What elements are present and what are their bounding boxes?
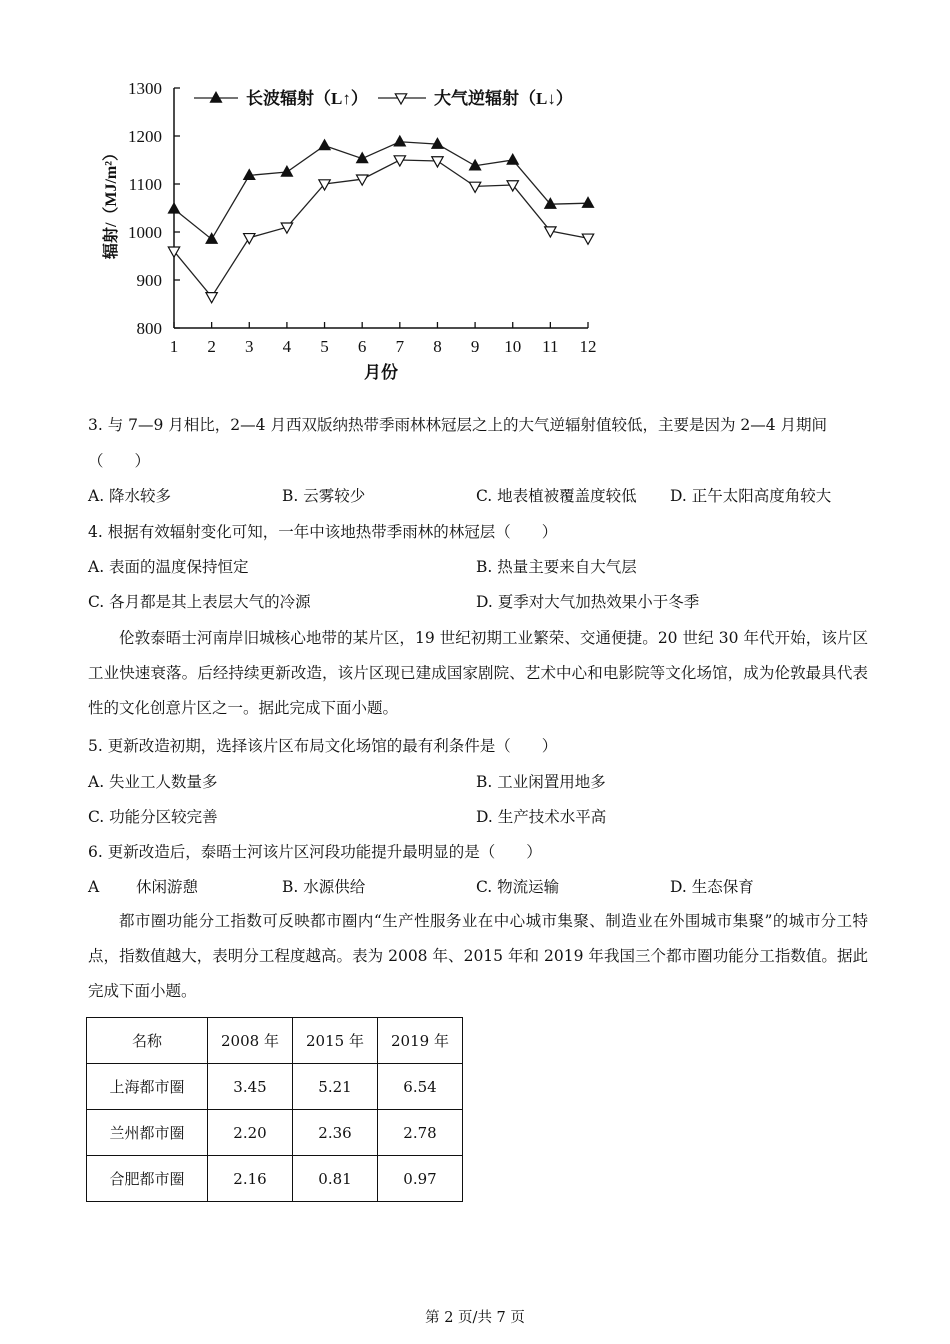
table-cell: 2.78 bbox=[378, 1110, 463, 1156]
question-5-option-a: A. 失业工人数量多 bbox=[88, 773, 218, 791]
table-row bbox=[87, 1110, 463, 1156]
series-2-point bbox=[469, 182, 480, 192]
x-tick-label: 7 bbox=[395, 337, 405, 356]
y-tick-label: 1200 bbox=[128, 127, 162, 146]
legend-label-1: 长波辐射（L↑） bbox=[246, 89, 368, 108]
question-4-option-c: C. 各月都是其上表层大气的冷源 bbox=[88, 593, 311, 611]
page-footer: 第 2 页/共 7 页 bbox=[425, 1310, 525, 1326]
y-tick-label: 1100 bbox=[128, 175, 162, 194]
x-tick-label: 10 bbox=[504, 337, 522, 356]
series-1-point bbox=[582, 197, 593, 207]
series-line-1 bbox=[174, 142, 588, 239]
question-6-option-d: D. 生态保育 bbox=[670, 878, 754, 896]
series-1-point bbox=[319, 140, 330, 150]
passage-metro-text: 都市圈功能分工指数可反映都市圈内“生产性服务业在中心城市集聚、制造业在外围城市集聚”的城市分工特点，指数值越大，表明分工程度越高。表为 2008 年、2015 年和 2019 年我国三个都市圈功能分工指数值。据此完成下面小题。 bbox=[88, 912, 868, 1000]
table-cell: 上海都市圈 bbox=[87, 1064, 208, 1110]
series-2-point bbox=[394, 156, 405, 166]
question-4-option-d: D. 夏季对大气加热效果小于冬季 bbox=[476, 593, 700, 611]
table-cell: 2.16 bbox=[208, 1156, 293, 1202]
x-tick-label: 3 bbox=[245, 337, 254, 356]
table-row bbox=[87, 1156, 463, 1202]
series-line-2 bbox=[174, 160, 588, 297]
y-axis-label: 辐射/（MJ/m²） bbox=[103, 144, 120, 260]
x-axis-label: 月份 bbox=[364, 363, 398, 382]
table-cell: 0.81 bbox=[293, 1156, 378, 1202]
radiation-line-chart bbox=[88, 70, 608, 390]
table-header-cell: 名称 bbox=[87, 1018, 208, 1064]
x-tick-label: 12 bbox=[579, 337, 597, 356]
table-header-cell: 2008 年 bbox=[208, 1018, 293, 1064]
question-4-option-a: A. 表面的温度保持恒定 bbox=[88, 558, 249, 576]
question-3-stem: 3. 与 7—9 月相比，2—4 月西双版纳热带季雨林林冠层之上的大气逆辐射值较低，主要是因为 2—4 月期间 bbox=[88, 416, 828, 434]
question-6-option-a-letter: A bbox=[88, 878, 100, 896]
x-tick-label: 4 bbox=[282, 337, 292, 356]
question-4-option-b: B. 热量主要来自大气层 bbox=[476, 558, 637, 576]
series-2-point bbox=[206, 293, 217, 303]
table-cell: 3.45 bbox=[208, 1064, 293, 1110]
x-tick-label: 6 bbox=[357, 337, 367, 356]
table-cell: 兰州都市圈 bbox=[87, 1110, 208, 1156]
question-3-option-c: C. 地表植被覆盖度较低 bbox=[476, 487, 637, 505]
passage-thames-text: 伦敦泰晤士河南岸旧城核心地带的某片区，19 世纪初期工业繁荣、交通便捷。20 世纪 30 年代开始，该片区工业快速衰落。后经持续更新改造，该片区现已建成国家剧院、艺术中心和电影院等文化场馆，成为伦敦最具代表性的文化创意片区之一。据此完成下面小题。 bbox=[88, 629, 868, 717]
series-1-point bbox=[281, 166, 292, 176]
question-3-blank: （ ） bbox=[88, 452, 151, 470]
division-index-table bbox=[86, 1017, 463, 1202]
table-cell: 2.20 bbox=[208, 1110, 293, 1156]
y-tick-label: 1000 bbox=[128, 223, 162, 242]
legend-marker-1 bbox=[210, 92, 221, 102]
series-2-point bbox=[582, 234, 593, 244]
x-tick-label: 9 bbox=[470, 337, 480, 356]
y-tick-label: 900 bbox=[136, 271, 162, 290]
table-row bbox=[87, 1064, 463, 1110]
passage-thames bbox=[88, 621, 868, 726]
question-4-stem: 4. 根据有效辐射变化可知，一年中该地热带季雨林的林冠层（ ） bbox=[88, 523, 558, 541]
question-3-option-d: D. 正午太阳高度角较大 bbox=[670, 487, 832, 505]
question-6-option-b: B. 水源供给 bbox=[282, 878, 366, 896]
series-1-point bbox=[394, 136, 405, 146]
question-6-option-a-text: 休闲游憩 bbox=[136, 878, 199, 896]
x-tick-label: 11 bbox=[542, 337, 559, 356]
series-2-point bbox=[244, 234, 255, 244]
legend-label-2: 大气逆辐射（L↓） bbox=[434, 89, 573, 108]
series-1-point bbox=[507, 154, 518, 164]
y-tick-label: 1300 bbox=[128, 79, 162, 98]
question-3-option-a: A. 降水较多 bbox=[88, 487, 172, 505]
question-3-option-b: B. 云雾较少 bbox=[282, 487, 366, 505]
passage-metro bbox=[88, 904, 868, 1009]
question-5-option-c: C. 功能分区较完善 bbox=[88, 808, 218, 826]
legend-marker-2 bbox=[395, 94, 406, 104]
question-5-option-d: D. 生产技术水平高 bbox=[476, 808, 607, 826]
question-6-stem: 6. 更新改造后，泰晤士河该片区河段功能提升最明显的是（ ） bbox=[88, 843, 542, 861]
table-header-cell: 2015 年 bbox=[293, 1018, 378, 1064]
x-tick-label: 2 bbox=[207, 337, 216, 356]
table-cell: 0.97 bbox=[378, 1156, 463, 1202]
question-5-option-b: B. 工业闲置用地多 bbox=[476, 773, 606, 791]
table-cell: 6.54 bbox=[378, 1064, 463, 1110]
table-cell: 合肥都市圈 bbox=[87, 1156, 208, 1202]
question-5-stem: 5. 更新改造初期，选择该片区布局文化场馆的最有利条件是（ ） bbox=[88, 737, 558, 755]
table-cell: 5.21 bbox=[293, 1064, 378, 1110]
x-tick-label: 5 bbox=[320, 337, 329, 356]
x-tick-label: 8 bbox=[433, 337, 442, 356]
x-tick-label: 1 bbox=[169, 337, 179, 356]
table-header-row bbox=[87, 1018, 463, 1064]
table-cell: 2.36 bbox=[293, 1110, 378, 1156]
series-2-point bbox=[432, 157, 443, 167]
y-tick-label: 800 bbox=[136, 319, 162, 338]
series-1-point bbox=[168, 203, 179, 213]
series-1-point bbox=[206, 233, 217, 243]
question-6-option-c: C. 物流运输 bbox=[476, 878, 560, 896]
table-header-cell: 2019 年 bbox=[378, 1018, 463, 1064]
